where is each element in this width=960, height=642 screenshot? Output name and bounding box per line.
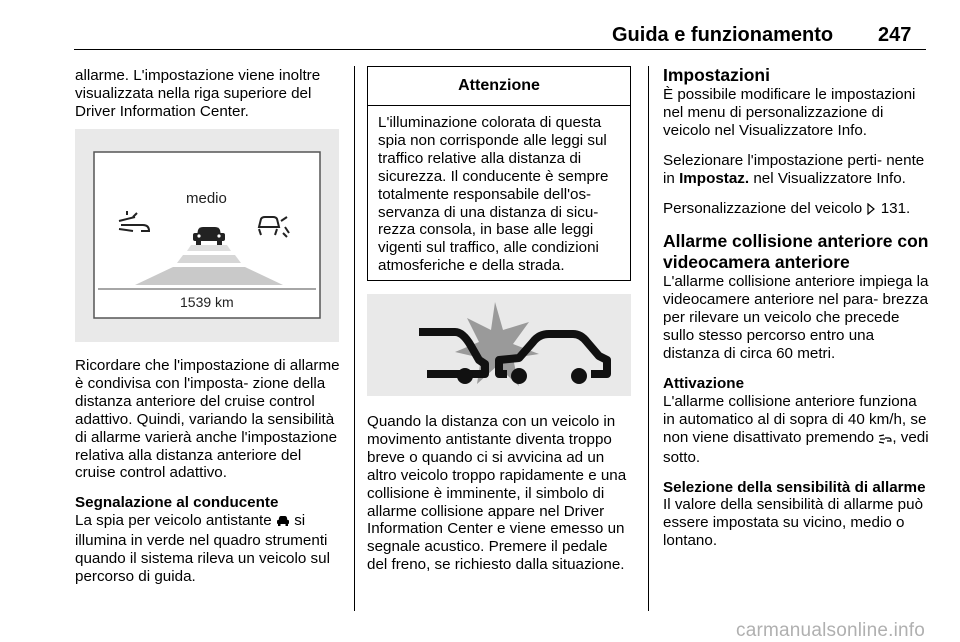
shared-setting-text: Ricordare che l'impostazione di allarme è condivisa con l'imposta- zione della distanza anteriore del cruise control adattivo. Quindi, variando la sensibilità di allarme varierà anche l'impostazione relativa alla distanza anteriore del cruise control adattivo. [75, 357, 340, 482]
header-rule [74, 49, 926, 50]
vehicle-personalization-ref [663, 200, 929, 220]
page-reference-icon [866, 202, 876, 220]
column-middle-lower [367, 413, 632, 574]
page-number: 247 [878, 24, 912, 46]
front-collision-text: L'allarme collisione anteriore impiega la videocamere anteriore nel para- brezza per rilevare un veicolo che precede sullo stesso percorso entro una distanza di circa 60 metri. [663, 273, 929, 363]
collision-symbol-figure [367, 294, 631, 396]
dashboard-display-figure [75, 129, 339, 342]
warning-text: L'illuminazione colorata di questa spia non corrisponde alle leggi sul traffico relative alla distanza di sicurezza. Il conducente è sempre totalmente responsabile dell'os- servanza di una distanza di sicu- rezza consola, in base alle leggi vigenti sul traffico, alle condizioni atmosferiche e della strada. [378, 114, 609, 275]
wheel-icon [571, 368, 587, 384]
activation-text-b: , vedi sotto. [663, 428, 929, 466]
column-divider-right [648, 66, 649, 611]
indicator-light-text [75, 512, 341, 586]
settings-text-2 [663, 152, 929, 188]
collision-warning-text: Quando la distanza con un veicolo in movimento antistante diventa troppo breve o quando ci si avvicina ad un altro veicolo troppo rapidamente e una collisione è imminente, il simbolo di allarme collisione appare nel Driver Information Center e viene emesso un segnale acustico. Premere il pedale del freno, se richiesto dalla situazione. [367, 413, 627, 574]
column-left-lower [75, 357, 341, 586]
sensitivity-heading: Selezione della sensibilità di allarme [663, 478, 926, 496]
column-left [75, 67, 341, 121]
activation-heading: Attivazione [663, 374, 745, 392]
settings-menu-name: Impostaz. [679, 169, 750, 187]
rear-car-icon [419, 332, 485, 374]
wheel-icon [457, 368, 473, 384]
indicator-text-b: si illumina in verde nel quadro strumenti quando il sistema rileva un veicolo sul percorso di guida. [75, 512, 330, 585]
activation-text-a: L'allarme collisione anteriore funziona in automatico al di sopra di 40 km/h, se non viene disattivato premendo [663, 392, 927, 446]
intro-text: allarme. L'impostazione viene inoltre visualizzata nella riga superiore del Driver Information Center. [75, 67, 321, 120]
column-right [663, 65, 929, 550]
driver-alert-heading: Segnalazione al conducente [75, 494, 279, 512]
settings-heading: Impostazioni [663, 65, 770, 85]
watermark: carmanualsonline.info [736, 620, 926, 641]
column-divider-left [354, 66, 355, 611]
indicator-text-a: La spia per veicolo antistante [75, 512, 272, 530]
sensitivity-text: Il valore della sensibilità di allarme può essere impostata su vicino, medio o lontano. [663, 496, 924, 550]
settings-text-2a: Selezionare l'impostazione perti- nente in [663, 151, 925, 187]
warning-title: Attenzione [368, 67, 630, 106]
dashboard-display-drawing [75, 129, 339, 342]
wheel-icon [511, 368, 527, 384]
front-collision-heading: Allarme collisione anteriore con videocamera anteriore [663, 231, 929, 273]
vehicle-ahead-icon [276, 514, 290, 532]
collision-alert-button-icon [878, 431, 892, 449]
odometer-reading: 1539 km [180, 294, 234, 310]
settings-text-2b: nel Visualizzatore Info. [753, 169, 906, 187]
activation-text [663, 393, 929, 467]
vehicle-personalization-text: Personalizzazione del veicolo [663, 199, 863, 217]
header-title: Guida e funzionamento [612, 24, 834, 46]
settings-text-1: È possibile modificare le impostazioni nel menu di personalizzazione di veicolo nel Visualizzatore Info. [663, 86, 916, 139]
warning-box [367, 66, 631, 281]
page-reference-number: 131. [880, 199, 911, 217]
collision-symbol-drawing [367, 294, 631, 396]
sensitivity-label: medio [186, 190, 227, 207]
